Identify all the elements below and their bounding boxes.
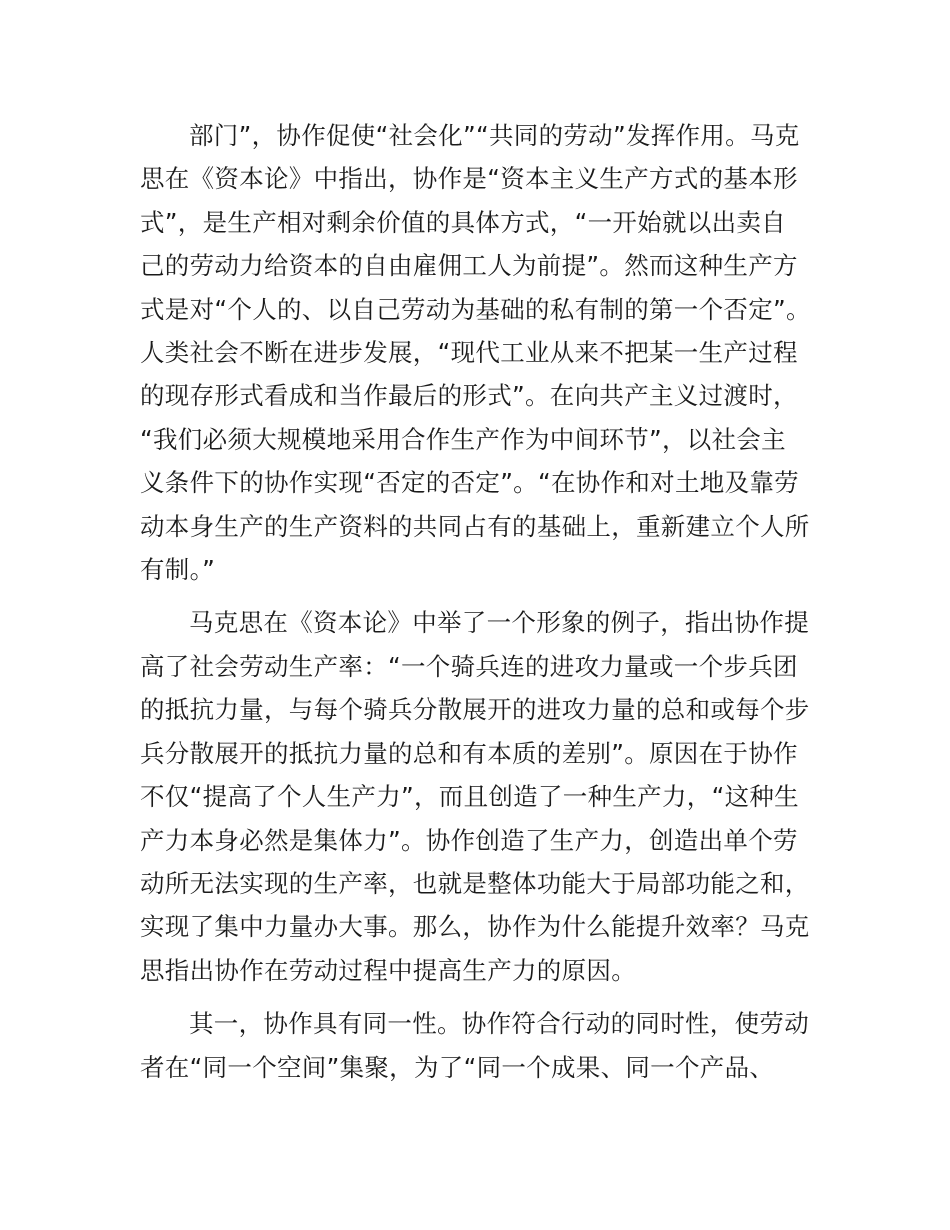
paragraph-2: 马克思在《资本论》中举了一个形象的例子，指出协作提 高了社会劳动生产率：“一个骑兵连的进攻力量或一个步兵团 的抵抗力量，与每个骑兵分散展开的进攻力量的总和或每个步 兵分散展开的抵抗力量的总和有本质的差别”。原因在于协作 不仅“提高了个人生产力”，而且创造了一种生产力，“这种生 产力本身必然是集体力”。协作创造了生产力，创造出单个劳 动所无法实现的生产率，也就是整体功能大于局部功能之和， 实现了集中力量办大事。那么，协作为什么能提升效率？马克 思指出协作在劳动过程中提高生产力的原因。: [140, 608, 810, 985]
paragraph-1: 部门”，协作促使“社会化”“共同的劳动”发挥作用。马克 思在《资本论》中指出，协作是“资本主义生产方式的基本形 式”，是生产相对剩余价值的具体方式，“一开始就以出卖自 己的劳动力给资本的自由雇佣工人为前提”。然而这种生产方 式是对“个人的、以自己劳动为基础的私有制的第一个否定”。 人类社会不断在进步发展，“现代工业从来不把某一生产过程 的现存形式看成和当作最后的形式”。在向共产主义过渡时， “我们必须大规模地采用合作生产作为中间环节”，以社会主 义条件下的协作实现“否定的否定”。“在协作和对土地及靠劳 动本身生产的生产资料的共同占有的基础上，重新建立个人所 有制。”: [140, 121, 811, 585]
paragraph-3: 其一，协作具有同一性。协作符合行动的同时性，使劳动 者在“同一个空间”集聚，为了“同一个成果、同一个产品、: [140, 1009, 809, 1082]
document-body: [140, 114, 825, 1099]
